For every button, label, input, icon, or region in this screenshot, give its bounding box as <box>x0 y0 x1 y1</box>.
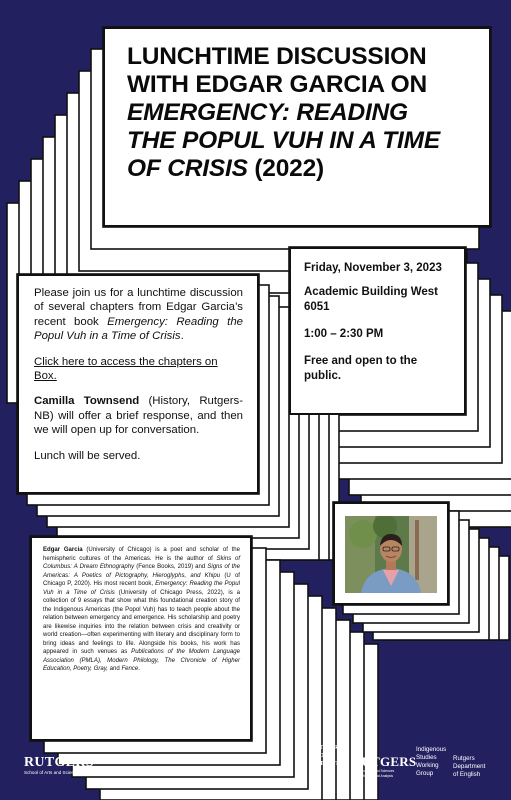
logo-line: Indigenous <box>416 746 447 753</box>
bio-text: and <box>107 666 122 672</box>
lunch-note: Lunch will be served. <box>34 449 141 462</box>
respondent-name: Camilla Townsend <box>34 395 140 408</box>
logo-line: RUTGERS <box>309 744 343 751</box>
respondent-paragraph <box>34 394 243 437</box>
event-time: 1:00 – 2:30 PM <box>304 328 384 340</box>
invite-text: Please join us for a lunchtime discussion of several chapters from Edgar Garcia’s recent book <box>34 287 243 328</box>
logo-line: Group <box>416 770 434 777</box>
title-year: (2022) <box>254 155 324 182</box>
bio-paragraph <box>43 546 240 674</box>
logo-subtitle: Center for Cultural Analysis <box>352 773 394 778</box>
chapters-link[interactable]: Click here to access the chapters on Box. <box>34 355 218 383</box>
title-book-1: EMERGENCY: READING <box>127 99 408 126</box>
bio-text: (University of Chicago Press, 2022), is a collection of 9 essays that show what this foundational creation story of the Indigenous Americas (the Popol Vuh) has to teach people about the relation between emergency and emergence. His scholarship and poetry are likewise inquiries into the relation between crisis and creativity or world creation—often experimenting with literary and disciplinary form to bring ideas and feelings to life. Alongside his books, his work has appeared in such venues as <box>43 589 240 655</box>
bio-text: (University of Chicago) is a poet and scholar of the hemispheric cultures of the Americas. He is the author of <box>43 547 240 562</box>
event-date: Friday, November 3, 2023 <box>304 262 442 274</box>
logo-line: of English <box>453 771 481 778</box>
bio-book: Emergency: Reading the Popul Vuh in a Time of Crisis <box>43 581 240 596</box>
bio-name: Edgar Garcia <box>43 547 83 553</box>
title-book-3: OF CRISIS <box>127 155 248 182</box>
bio-text: (Fence Books, 2019) and <box>134 564 208 570</box>
bio-text: . <box>138 666 140 672</box>
title-book-2: THE POPUL VUH IN A TIME <box>127 127 441 154</box>
logo-line: BOOK <box>309 752 330 759</box>
logo-subtitle: School of Arts and Sciences <box>24 770 82 775</box>
logo-line: Department <box>453 763 486 770</box>
title-line-2: WITH EDGAR GARCIA ON <box>127 71 427 98</box>
logo-line: Working <box>416 762 439 769</box>
event-details-panel <box>289 247 466 415</box>
rutgers-book-initiative-logo <box>309 744 348 768</box>
event-location: Academic Building West 6051 <box>304 286 438 313</box>
event-admission: Free and open to the public. <box>304 355 418 382</box>
invite-paragraph <box>34 286 243 344</box>
bio-panel <box>30 536 252 741</box>
invite-text-end: . <box>180 330 184 343</box>
invite-book-title: Emergency: Reading the Popul Vuh in a Time of Crisis <box>34 315 243 343</box>
logo-line: INITIATIVE <box>309 760 349 767</box>
logo-wordmark: RUTGERS <box>352 754 417 769</box>
rutgers-sas-logo <box>24 755 94 776</box>
logo-wordmark: RUTGERS <box>24 755 94 770</box>
respondent-text: (History, Rutgers-NB) will offer a brief response, and then we will open up for conversation. <box>34 395 243 437</box>
logo-line: Studies <box>416 754 437 761</box>
english-department-logo <box>453 755 485 779</box>
bio-book: Signs of the Americas: A Poetics of Pictography, Hieroglyphs, and Khipu <box>43 564 241 579</box>
logo-subtitle: School of Arts and Sciences <box>352 769 395 773</box>
event-title <box>127 43 473 183</box>
invitation-panel <box>17 274 259 494</box>
title-line-1: LUNCHTIME DISCUSSION <box>127 43 427 70</box>
bio-venue: Fence <box>121 666 139 672</box>
rutgers-cca-logo <box>352 755 416 778</box>
indigenous-studies-logo <box>416 746 446 778</box>
bio-venues: Publications of the Modern Language Association (PMLA), Modern Philology, The Chronicle of Higher Education, Poetry, Gray, <box>43 649 240 672</box>
bio-text: (U of Chicago P, 2020). His most recent book, <box>43 572 240 587</box>
speaker-portrait <box>345 516 437 593</box>
portrait-panel <box>333 502 449 605</box>
bio-book: Skins of Columbus: A Dream Ethnography <box>43 555 240 570</box>
logo-line: Rutgers <box>453 755 475 762</box>
title-panel <box>103 27 491 227</box>
